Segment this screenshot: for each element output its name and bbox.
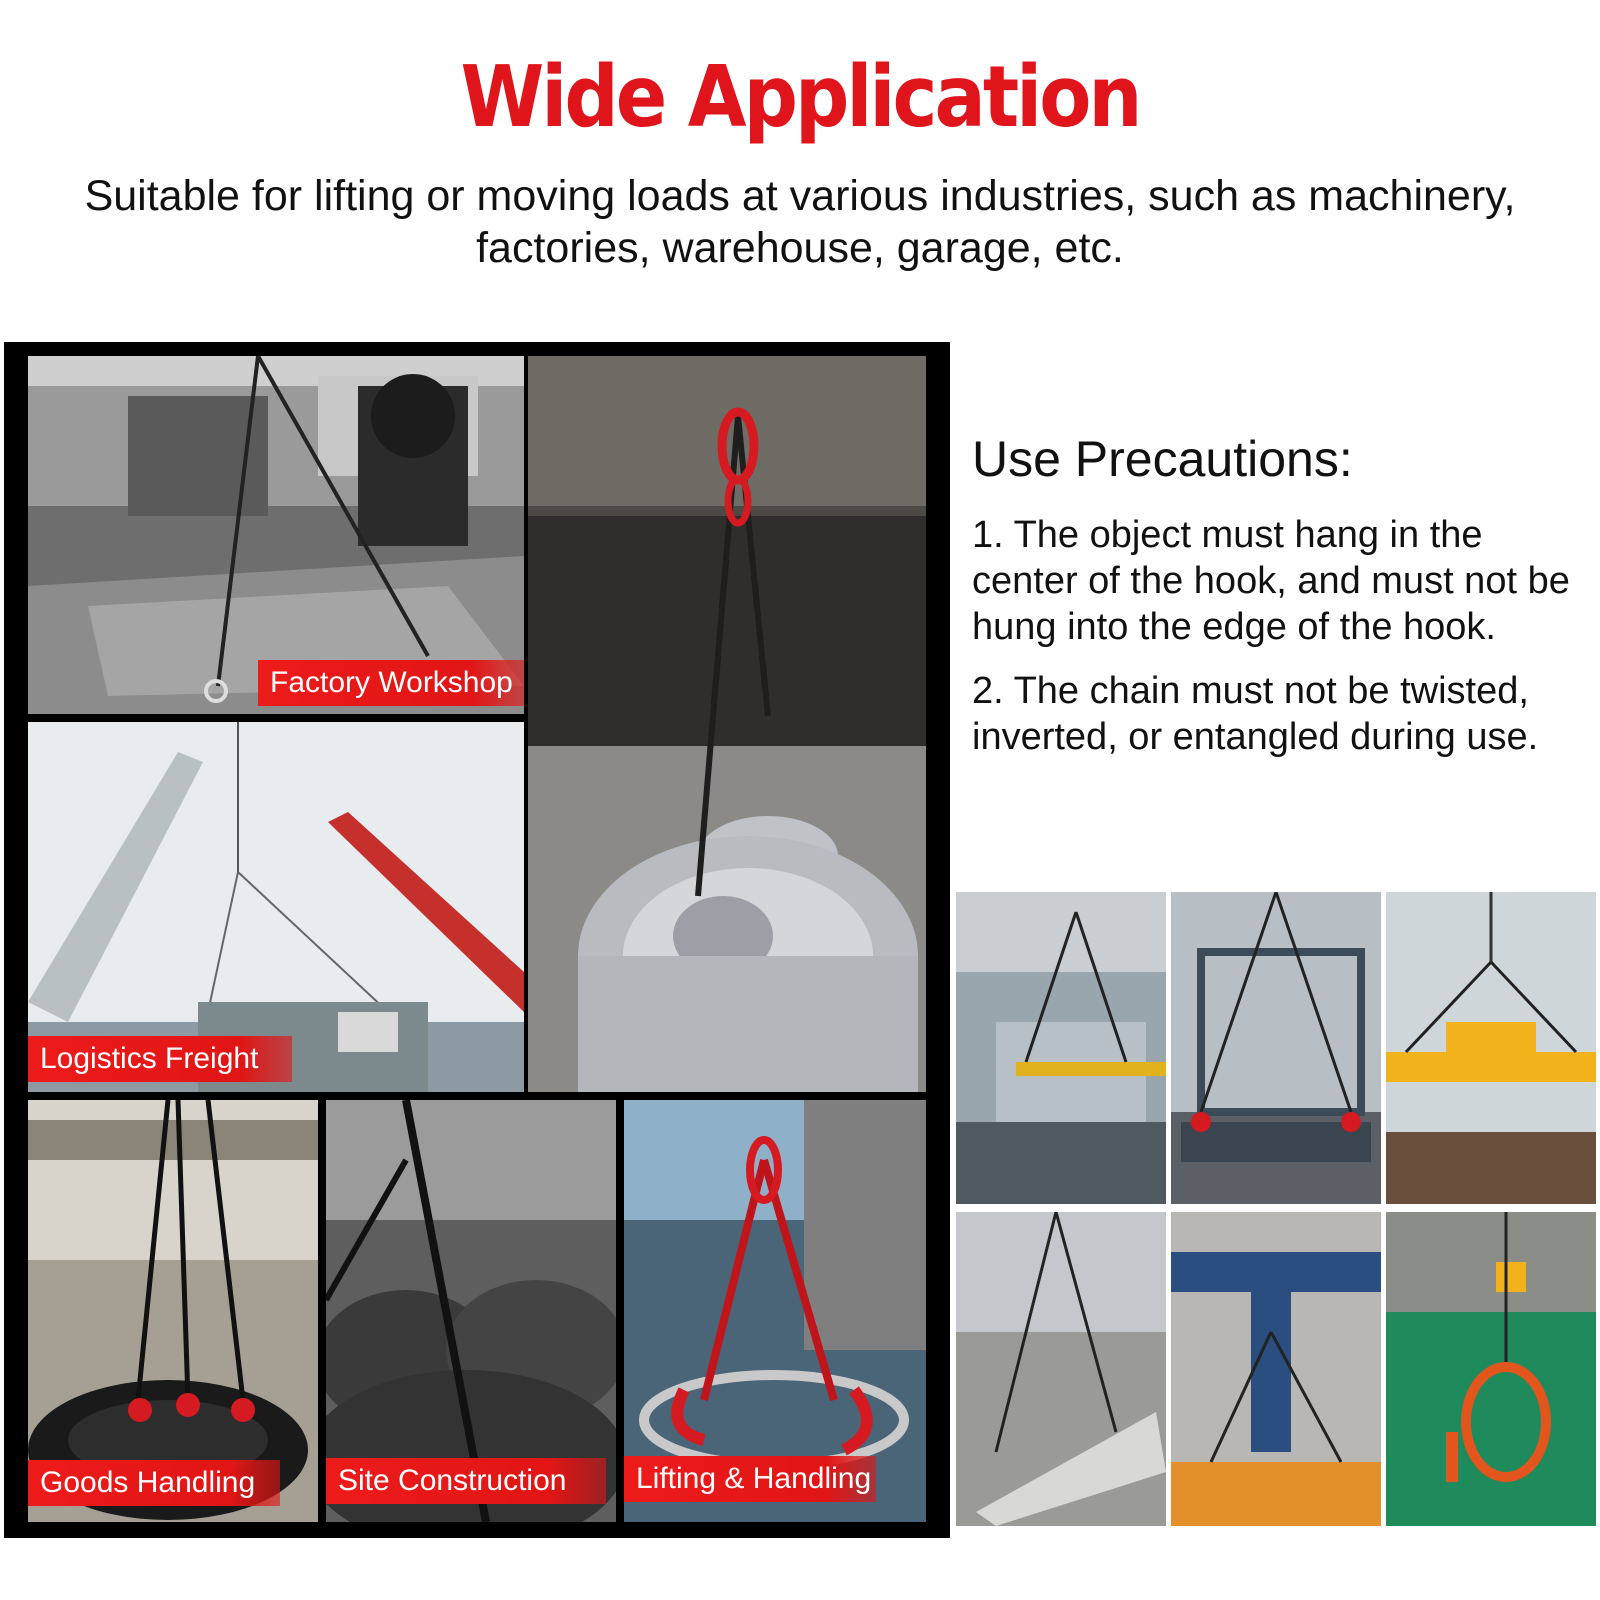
gallery-photo-concrete-stairs — [956, 1212, 1166, 1526]
caption-factory-workshop: Factory Workshop — [258, 660, 524, 706]
caption-site-construction: Site Construction — [326, 1458, 606, 1504]
caption-lifting-handling: Lifting & Handling — [624, 1456, 876, 1502]
gallery-photo-spreader-beam — [1386, 892, 1596, 1204]
precaution-item: 2. The chain must not be twisted, inverted, or entangled during use. — [972, 670, 1539, 758]
caption-logistics-freight: Logistics Freight — [28, 1036, 292, 1082]
logistics-freight-photo — [28, 722, 524, 1092]
gallery-photo-frame-lift — [1171, 892, 1381, 1204]
gallery-photo-ship-deck — [1386, 1212, 1596, 1526]
site-construction-photo — [326, 1100, 616, 1522]
lifting-handling-photo — [624, 1100, 926, 1522]
precautions-title: Use Precautions: — [972, 431, 1353, 487]
page-subtitle: Suitable for lifting or moving loads at various industries, such as machinery, factories, warehouse, garage, etc. — [84, 172, 1516, 272]
gallery-photo-gantry-lift — [1171, 1212, 1381, 1526]
precaution-item: 1. The object must hang in the center of the hook, and must not be hung into the edge of the hook. — [972, 514, 1570, 648]
caption-goods-handling: Goods Handling — [28, 1460, 280, 1506]
steel-coil-photo — [528, 356, 926, 1092]
application-collage — [4, 342, 950, 1538]
gallery-photo-beam-lift — [956, 892, 1166, 1204]
page-title: Wide Application — [460, 46, 1140, 147]
goods-handling-photo — [28, 1100, 318, 1522]
use-precautions — [972, 430, 1592, 778]
factory-workshop-photo — [28, 356, 524, 714]
